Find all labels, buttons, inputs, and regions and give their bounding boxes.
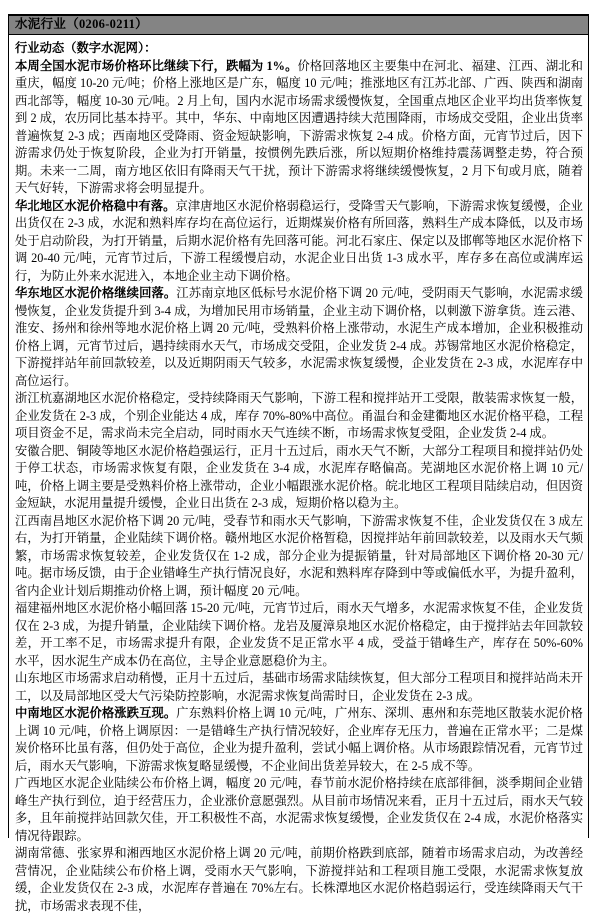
paragraph-body: 价格回落地区主要集中在河北、福建、江西、湖北和重庆，幅度 10-20 元/吨；价格上涨地区是广东，幅度 10 元/吨；推涨地区有江苏北部、广西、陕西和湖南西北部等，幅度 10-30 元/吨。2 月上旬，国内水泥市场需求缓慢恢复，全国重点地区企业平均出货率恢复到 2 成，农历同比基本持平。其中，华东、中南地区因遭遇持续大范围降雨，市场成交受阻，企业出货率普遍恢复 2-3 成；西南地区受降雨、资金短缺影响，下游需求恢复 2-4 成。价格方面，元宵节过后，因下游需求仍处于恢复阶段，企业为打开销量，按惯例先跌后涨，所以短期价格维持震荡调整走势，符合预期。未来一二周，南方地区依旧有降雨天气干扰，预计下游需求将继续缓慢恢复，2 月下旬或月底，随着天气好转，下游需求将会明显提升。 — [15, 58, 583, 195]
paragraph-east-china — [15, 285, 583, 390]
paragraph-body: 江苏南京地区低标号水泥价格下调 20 元/吨，受阴雨天气影响，水泥需求缓慢恢复，企业发货提升到 3-4 成，为增加民用市场销量，企业主动下调价格，以刺激下游拿货。连云港、淮安、扬州和徐州等地水泥价格上调 20 元/吨，受熟料价格上涨带动，水泥生产成本增加，企业积极推动价格上调，元宵节过后，遇持续雨水天气，市场成交受阻，企业发货 2-4 成。苏锡常地区水泥价格稳定，下游搅拌站年前回款较差，以及近期阴雨天气较多，水泥需求恢复缓慢，企业发货在 2-3 成，水泥库存中高位运行。 — [15, 286, 583, 388]
paragraph-lead: 华东地区水泥价格继续回落。 — [15, 286, 177, 300]
paragraph-body: 广西地区水泥企业陆续公布价格上调，幅度 20 元/吨，春节前水泥价格持续在底部徘徊，淡季期间企业错峰生产执行到位，迫于经营压力，企业涨价意愿强烈。从目前市场情况来看，正月十五过后，雨水天气较多，且年前搅拌站回款欠佳，开工积极性不高，水泥需求恢复缓慢，企业发货仅在 2-4 成，水泥价格落实情况待跟踪。 — [15, 776, 583, 843]
paragraph-shandong — [15, 670, 583, 705]
paragraph-zhejiang — [15, 390, 583, 443]
paragraph-lead: 华北地区水泥价格稳中有落。 — [15, 198, 176, 213]
paragraph-body: 湖南常德、张家界和湘西地区水泥价格上调 20 元/吨，前期价格跌到底部，随着市场需求启动，为改善经营情况，企业陆续公布价格上调，受雨水天气影响，下游搅拌站和工程项目施工受限，水泥需求恢复放缓，企业发货仅在 2-3 成，水泥库存普遍在 70%左右。长株潭地区水泥价格趋弱运行，受连续降雨天气干扰，市场需求表现不佳， — [15, 846, 583, 913]
report-body — [9, 35, 588, 915]
paragraph-fujian — [15, 600, 583, 670]
paragraph-lead: 本周全国水泥市场价格环比继续下行，跌幅为 1%。 — [15, 58, 298, 73]
paragraph-body: 安徽合肥、铜陵等地区水泥价格趋强运行，正月十五过后，雨水天气不断，大部分工程项目和搅拌站仍处于停工状态，市场需求恢复有限，企业发货在 3-4 成，水泥库存略偏高。芜湖地区水泥价格上调 10 元/吨，价格上调主要是受熟料价格上涨带动，企业小幅跟涨水泥价格。皖北地区工程项目陆续启动，但因资金短缺，水泥用量提升缓慢，企业日出货在 2-3 成，短期价格以稳为主。 — [15, 443, 583, 510]
paragraph-jiangxi — [15, 513, 583, 601]
paragraph-body: 福建福州地区水泥价格小幅回落 15-20 元/吨，元宵节过后，雨水天气增多，水泥需求恢复不佳，企业发货仅在 2-3 成，为提升销量，企业陆续下调价格。龙岩及厦漳泉地区水泥价格稳定，由于搅拌站去年回款较差，开工率不足，市场需求提升有限，企业发货不足正常水平 4 成，受益于错峰生产，库存在 50%-60%水平，因水泥生产成本仍在高位，主导企业意愿稳价为主。 — [15, 601, 583, 668]
paragraph-body: 山东地区市场需求启动稍慢，正月十五过后，基础市场需求陆续恢复，但大部分工程项目和搅拌站尚未开工，以及局部地区受大气污染防控影响，水泥需求恢复尚需时日，企业发货在 2-3 成。 — [15, 671, 583, 703]
paragraph-body: 江西南昌地区水泥价格下调 20 元/吨，受春节和雨水天气影响，下游需求恢复不佳，企业发货仅在 3 成左右，为打开销量，企业陆续下调价格。赣州地区水泥价格暂稳，因搅拌站年前回款较差，以及雨水天气频繁，市场需求恢复较差，企业发货仅在 1-2 成，部分企业为提振销量，针对局部地区下调价格 20-30 元/吨。据市场反馈，由于企业错峰生产执行情况良好，水泥和熟料库存降到中等或偏低水平，为提升盈利，省内企业计划后期推动价格上调，预计幅度 20 元/吨。 — [15, 513, 583, 598]
paragraph-body: 浙江杭嘉湖地区水泥价格稳定，受持续降雨天气影响，下游工程和搅拌站开工受限，散装需求恢复一般，企业发货在 2-3 成，个别企业能达 4 成，库存 70%-80%中高位。甬温台和金建衢地区水泥价格平稳，工程项目资金不足，需求尚未完全启动，同时雨水天气连续不断，市场需求恢复受阻，企业发货 2-4 成。 — [15, 391, 583, 440]
paragraph-guangxi — [15, 775, 583, 845]
document-title-bar — [9, 14, 588, 35]
paragraph-hunan — [15, 845, 583, 915]
document-title: 水泥行业（0206-0211） — [15, 17, 148, 31]
paragraph-lead: 中南地区水泥价格涨跌互现。 — [15, 706, 177, 720]
paragraph-body: 京津唐地区水泥价格弱稳运行，受降雪天气影响，下游需求恢复缓慢，企业出货仅在 2-3 成，水泥和熟料库存均在高位运行，近期煤炭价格有所回落，熟料生产成本降低，以及市场处于启动阶段，为打开销量，后期水泥价格有先回落可能。河北石家庄、保定以及邯郸等地区水泥价格下调 20-40 元/吨，元宵节过后，下游工程缓慢启动，水泥企业日出货 1-3 成水平，库存多在高位或满库运行，为防止外来水泥进入，本地企业主动下调价格。 — [15, 198, 583, 283]
paragraph-central-south — [15, 705, 583, 775]
paragraph-anhui — [15, 443, 583, 513]
paragraph-north-china — [15, 198, 583, 286]
section-heading: 行业动态（数字水泥网）： — [15, 41, 157, 55]
report-table — [8, 14, 589, 913]
paragraph-body: 广东熟料价格上调 10 元/吨，广州东、深圳、惠州和东莞地区散装水泥价格上调 10 元/吨，价格上调原因：一是错峰生产执行情况较好，企业库存无压力，普遍在正常水平；二是煤炭价格环比虽有落，但仍处于高位，企业为提升盈利，尝试小幅上调价格。从市场跟踪情况看，元宵节过后，雨水天气影响，下游需求恢复略显缓慢，不企业间出货差异较大，在 2-5 成不等。 — [15, 706, 583, 773]
paragraph-national-summary — [15, 58, 583, 198]
